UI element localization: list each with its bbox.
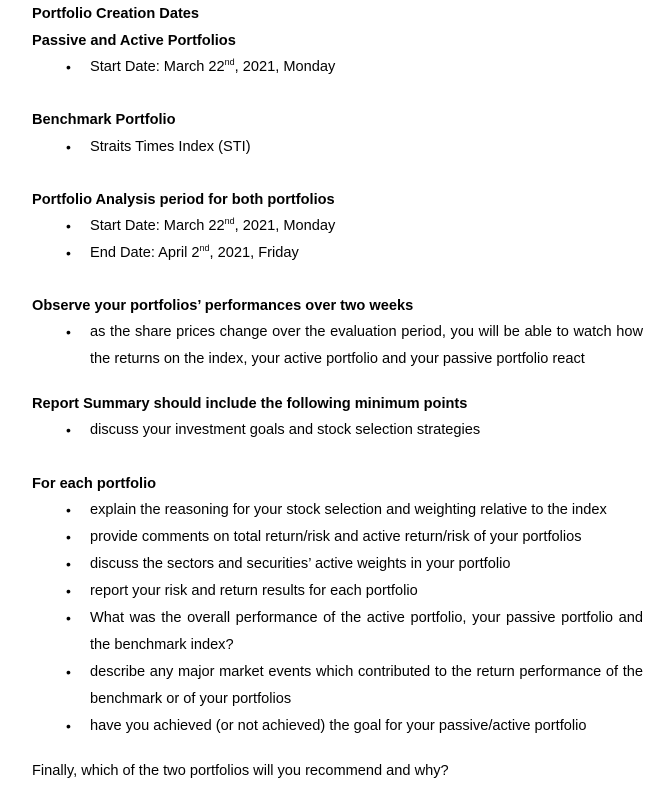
closing-question: Finally, which of the two portfolios will you recommend and why? — [32, 763, 449, 779]
section-heading-creation: Portfolio Creation Dates — [32, 6, 200, 22]
list-item-each-portfolio — [66, 605, 643, 659]
list-item-text: What was the overall performance of the active portfolio, your passive portfolio and the benchmark index? — [90, 610, 643, 653]
section-heading-observe: Observe your portfolios’ performances over two weeks — [32, 298, 414, 314]
list-item-text: discuss the sectors and securities’ active weights in your portfolio — [90, 556, 511, 572]
list-item-analysis-end — [66, 240, 643, 267]
list-item-each-portfolio — [66, 659, 643, 713]
list-item-each-portfolio — [66, 551, 643, 578]
list-item-text: discuss your investment goals and stock selection strategies — [90, 422, 481, 438]
bullet-icon: • — [66, 664, 71, 680]
bullet-icon: • — [66, 59, 71, 75]
subheading-passive-active: Passive and Active Portfolios — [32, 33, 236, 49]
list-item-analysis-start — [66, 213, 643, 240]
list-item-text: describe any major market events which contributed to the return performance of the benchmark or of your portfolios — [90, 664, 643, 707]
bullet-icon: • — [66, 422, 71, 438]
bullet-icon: • — [66, 610, 71, 626]
list-item-benchmark — [66, 134, 643, 161]
bullet-icon: • — [66, 529, 71, 545]
list-item-creation-start — [66, 54, 643, 81]
bullet-icon: • — [66, 139, 71, 155]
list-item-observe — [66, 319, 643, 373]
section-heading-analysis: Portfolio Analysis period for both portfolios — [32, 192, 335, 208]
list-item-each-portfolio — [66, 578, 643, 605]
list-item-each-portfolio — [66, 524, 643, 551]
list-item-text: Start Date: March 22nd, 2021, Monday — [90, 216, 336, 234]
bullet-icon: • — [66, 502, 71, 518]
list-item-text: Start Date: March 22nd, 2021, Monday — [90, 57, 336, 75]
section-heading-report: Report Summary should include the following minimum points — [32, 396, 468, 412]
list-item-text: explain the reasoning for your stock selection and weighting relative to the index — [90, 502, 607, 518]
section-heading-each-portfolio: For each portfolio — [32, 476, 157, 492]
bullet-icon: • — [66, 718, 71, 734]
list-item-report — [66, 417, 643, 444]
list-item-each-portfolio — [66, 497, 643, 524]
bullet-icon: • — [66, 583, 71, 599]
bullet-icon: • — [66, 556, 71, 572]
section-heading-benchmark: Benchmark Portfolio — [32, 112, 176, 128]
bullet-icon: • — [66, 218, 71, 234]
bullet-icon: • — [66, 245, 71, 261]
list-item-text: End Date: April 2nd, 2021, Friday — [90, 243, 299, 261]
list-item-text: as the share prices change over the evaluation period, you will be able to watch how the returns on the index, your active portfolio and your passive portfolio react — [90, 324, 643, 367]
bullet-icon: • — [66, 324, 71, 340]
list-item-text: provide comments on total return/risk and active return/risk of your portfolios — [90, 529, 582, 545]
list-item-text: have you achieved (or not achieved) the goal for your passive/active portfolio — [90, 718, 587, 734]
list-item-text: Straits Times Index (STI) — [90, 139, 251, 155]
list-item-text: report your risk and return results for each portfolio — [90, 583, 418, 599]
list-item-each-portfolio — [66, 713, 643, 740]
